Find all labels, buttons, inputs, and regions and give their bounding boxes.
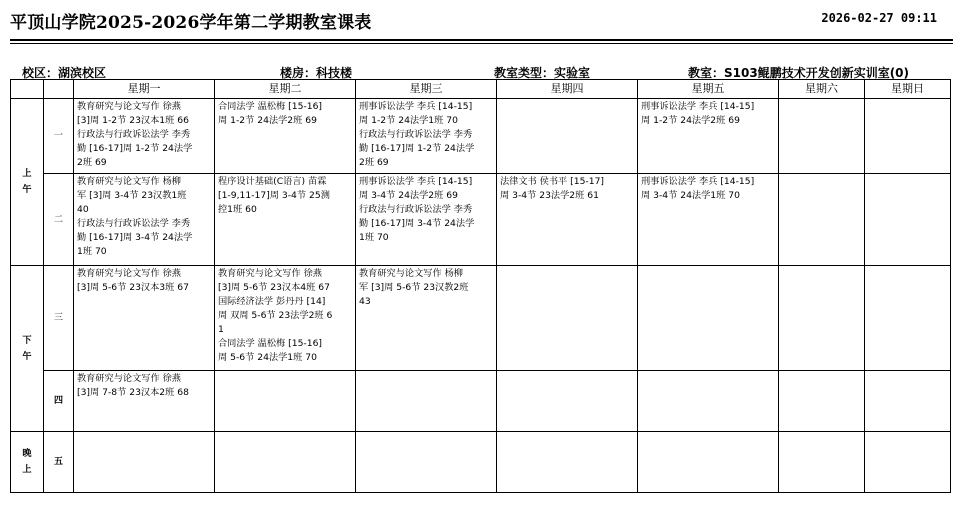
- course-entry: 教育研究与论文写作 徐燕 [3]周 5-6节 23汉本3班 67: [77, 268, 189, 293]
- corner-cell: [11, 80, 44, 99]
- slot-row: [11, 99, 951, 174]
- schedule-cell: [638, 432, 779, 493]
- slot-label: 四: [44, 371, 74, 432]
- slot-label: 一: [44, 99, 74, 174]
- schedule-cell: [497, 266, 638, 371]
- course-entry: 刑事诉讼法学 李兵 [14-15] 周 1-2节 24法学2班 69: [641, 101, 755, 126]
- slot-label: 三: [44, 266, 74, 371]
- print-datetime: 2026-02-27 09:11: [821, 11, 937, 25]
- schedule-cell: [215, 432, 356, 493]
- course-entry: 法律文书 侯书平 [15-17] 周 3-4节 23法学2班 61: [500, 176, 605, 201]
- schedule-cell: [356, 266, 497, 371]
- slot-row: [11, 432, 951, 493]
- course-entry: 行政法与行政诉讼法学 李秀 勤 [16-17]周 3-4节 24法学 1班 70: [77, 218, 193, 257]
- schedule-cell: [215, 266, 356, 371]
- schedule-cell: [215, 371, 356, 432]
- schedule-cell: [74, 99, 215, 174]
- building-label: 楼房：科技楼: [280, 66, 353, 80]
- day-header-mon: 星期一: [74, 80, 215, 99]
- course-entry: 教育研究与论文写作 杨柳 军 [3]周 5-6节 23汉教2班 43: [359, 268, 469, 307]
- course-entry: 刑事诉讼法学 李兵 [14-15] 周 1-2节 24法学1班 70: [359, 101, 473, 126]
- schedule-cell: [779, 432, 865, 493]
- slot-row: [11, 174, 951, 266]
- course-entry: 国际经济法学 彭丹丹 [14] 周 双周 5-6节 23法学2班 6 1: [218, 296, 333, 335]
- course-entry: 教育研究与论文写作 徐燕 [3]周 5-6节 23汉本4班 67: [218, 268, 330, 293]
- room-label: 教室：S103鲲鹏技术开发创新实训室(0): [688, 66, 910, 80]
- schedule-cell: [865, 174, 951, 266]
- course-entry: 合同法学 温松梅 [15-16] 周 5-6节 24法学1班 70: [218, 338, 323, 363]
- schedule-cell: [74, 266, 215, 371]
- schedule-cell: [865, 371, 951, 432]
- page-title: 平顶山学院2025-2026学年第二学期教室课表: [10, 13, 372, 33]
- title-rule-thin: [10, 43, 953, 44]
- room-type-label: 教室类型：实验室: [494, 66, 591, 80]
- day-header-tue: 星期二: [215, 80, 356, 99]
- day-header-sun: 星期日: [865, 80, 951, 99]
- schedule-cell: [865, 99, 951, 174]
- schedule-cell: [74, 174, 215, 266]
- schedule-cell: [356, 371, 497, 432]
- schedule-cell: [638, 174, 779, 266]
- title-rule: [10, 39, 953, 41]
- day-header-row: [11, 80, 951, 99]
- slot-label: 二: [44, 174, 74, 266]
- course-entry: 行政法与行政诉讼法学 李秀 勤 [16-17]周 1-2节 24法学 2班 69: [359, 129, 475, 168]
- schedule-cell: [779, 266, 865, 371]
- corner-cell: [44, 80, 74, 99]
- period-evening: 晚 上: [11, 432, 44, 493]
- schedule-cell: [497, 99, 638, 174]
- slot-label: 五: [44, 432, 74, 493]
- campus-label: 校区：湖滨校区: [22, 66, 107, 80]
- schedule-cell: [497, 371, 638, 432]
- schedule-cell: [356, 99, 497, 174]
- course-entry: 教育研究与论文写作 徐燕 [3]周 1-2节 23汉本1班 66: [77, 101, 189, 126]
- course-entry: 行政法与行政诉讼法学 李秀 勤 [16-17]周 1-2节 24法学 2班 69: [77, 129, 193, 168]
- schedule-cell: [215, 174, 356, 266]
- day-header-fri: 星期五: [638, 80, 779, 99]
- schedule-cell: [356, 432, 497, 493]
- schedule-cell: [638, 99, 779, 174]
- course-entry: 刑事诉讼法学 李兵 [14-15] 周 3-4节 24法学1班 70: [641, 176, 755, 201]
- period-morning: 上 午: [11, 99, 44, 266]
- schedule-cell: [779, 99, 865, 174]
- day-header-sat: 星期六: [779, 80, 865, 99]
- course-entry: 合同法学 温松梅 [15-16] 周 1-2节 24法学2班 69: [218, 101, 323, 126]
- period-afternoon: 下 午: [11, 266, 44, 432]
- timetable: [10, 79, 951, 493]
- schedule-cell: [865, 432, 951, 493]
- course-entry: 行政法与行政诉讼法学 李秀 勤 [16-17]周 3-4节 24法学 1班 70: [359, 204, 475, 243]
- day-header-wed: 星期三: [356, 80, 497, 99]
- schedule-cell: [865, 266, 951, 371]
- schedule-cell: [638, 266, 779, 371]
- course-entry: 教育研究与论文写作 徐燕 [3]周 7-8节 23汉本2班 68: [77, 373, 189, 398]
- schedule-cell: [215, 99, 356, 174]
- schedule-cell: [638, 371, 779, 432]
- course-entry: 程序设计基础(C语言) 苗霖 [1-9,11-17]周 3-4节 25测 控1班 60: [218, 176, 330, 215]
- course-entry: 刑事诉讼法学 李兵 [14-15] 周 3-4节 24法学2班 69: [359, 176, 473, 201]
- course-entry: 教育研究与论文写作 杨柳 军 [3]周 3-4节 23汉教1班 40: [77, 176, 187, 215]
- slot-row: [11, 266, 951, 371]
- schedule-cell: [356, 174, 497, 266]
- slot-row: [11, 371, 951, 432]
- schedule-cell: [779, 371, 865, 432]
- day-header-thu: 星期四: [497, 80, 638, 99]
- schedule-cell: [779, 174, 865, 266]
- schedule-cell: [497, 174, 638, 266]
- schedule-cell: [497, 432, 638, 493]
- schedule-cell: [74, 371, 215, 432]
- schedule-cell: [74, 432, 215, 493]
